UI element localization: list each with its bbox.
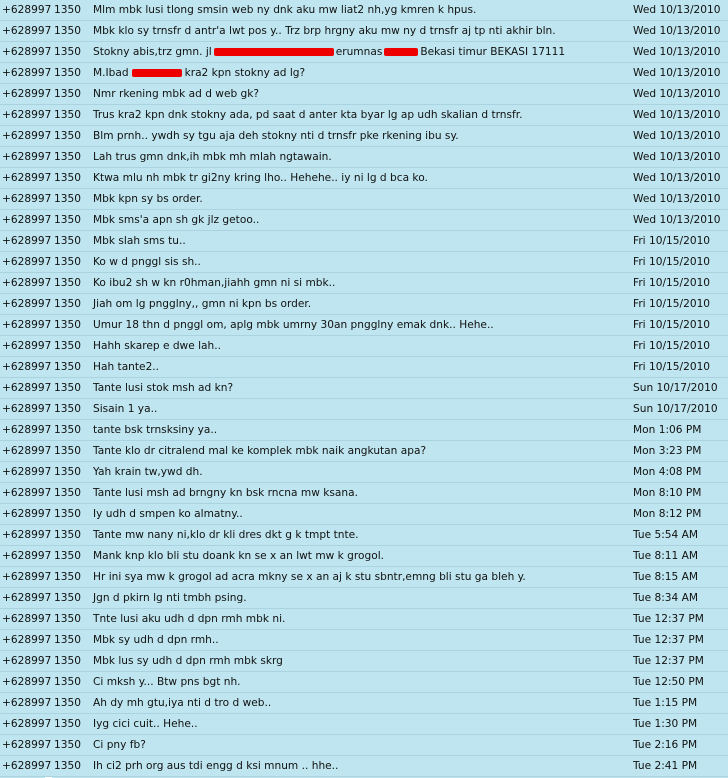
sender-number-suffix: 1350 (54, 277, 81, 289)
sender-number: +628997 (2, 277, 52, 289)
message-text: tante bsk trnsksiny ya.. (93, 424, 218, 436)
message-date: Wed 10/13/2010 (633, 109, 721, 121)
sender-number-suffix: 1350 (54, 319, 81, 331)
message-text: Blm prnh.. ywdh sy tgu aja deh stokny nti d trnsfr pke rkening ibu sy. (93, 130, 459, 142)
message-row[interactable] (0, 294, 728, 315)
message-date: Wed 10/13/2010 (633, 67, 721, 79)
message-text: Mbk sms'a apn sh gk jlz getoo.. (93, 214, 260, 226)
message-row[interactable] (0, 105, 728, 126)
sender-number-suffix: 1350 (54, 214, 81, 226)
message-date: Mon 8:10 PM (633, 487, 702, 499)
sender-number-suffix: 1350 (54, 382, 81, 394)
sender-number-suffix: 1350 (54, 613, 81, 625)
message-date: Fri 10/15/2010 (633, 235, 711, 247)
message-date: Wed 10/13/2010 (633, 46, 721, 58)
sender-number: +628997 (2, 319, 52, 331)
sender-number: +628997 (2, 571, 52, 583)
message-text: Ci pny fb? (93, 739, 146, 751)
sender-number: +628997 (2, 445, 52, 457)
sender-number: +628997 (2, 613, 52, 625)
sender-number-suffix: 1350 (54, 130, 81, 142)
message-row[interactable] (0, 147, 728, 168)
sender-number-suffix: 1350 (54, 445, 81, 457)
sender-number-suffix: 1350 (54, 487, 81, 499)
sender-number-suffix: 1350 (54, 46, 81, 58)
sender-number: +628997 (2, 424, 52, 436)
sender-number-suffix: 1350 (54, 151, 81, 163)
message-row[interactable] (0, 609, 728, 630)
sender-number: +628997 (2, 88, 52, 100)
message-row[interactable] (0, 672, 728, 693)
sender-number: +628997 (2, 529, 52, 541)
message-row[interactable] (0, 588, 728, 609)
message-text: Mbk kpn sy bs order. (93, 193, 203, 205)
message-date: Tue 5:54 AM (633, 529, 699, 541)
message-row[interactable] (0, 231, 728, 252)
message-row[interactable] (0, 84, 728, 105)
message-row[interactable] (0, 252, 728, 273)
message-row[interactable] (0, 0, 728, 21)
message-text: Mbk slah sms tu.. (93, 235, 186, 247)
message-text: Lah trus gmn dnk,ih mbk mh mlah ngtawain. (93, 151, 332, 163)
sender-number-suffix: 1350 (54, 466, 81, 478)
message-row[interactable] (0, 21, 728, 42)
message-date: Mon 3:23 PM (633, 445, 702, 457)
sender-number-suffix: 1350 (54, 676, 81, 688)
message-row[interactable] (0, 126, 728, 147)
message-row[interactable] (0, 357, 728, 378)
sender-number: +628997 (2, 760, 52, 772)
message-row[interactable] (0, 441, 728, 462)
sender-number: +628997 (2, 697, 52, 709)
message-date: Wed 10/13/2010 (633, 25, 721, 37)
message-date: Wed 10/13/2010 (633, 193, 721, 205)
sender-number: +628997 (2, 256, 52, 268)
redaction-mark (384, 48, 418, 56)
sender-number-suffix: 1350 (54, 529, 81, 541)
message-date: Tue 8:34 AM (633, 592, 699, 604)
sender-number: +628997 (2, 235, 52, 247)
message-date: Wed 10/13/2010 (633, 130, 721, 142)
message-date: Tue 12:50 PM (633, 676, 704, 688)
message-text: Ih ci2 prh org aus tdi engg d ksi mnum .. hhe.. (93, 760, 339, 772)
sender-number: +628997 (2, 508, 52, 520)
sender-number-suffix: 1350 (54, 592, 81, 604)
sender-number-suffix: 1350 (54, 4, 81, 16)
message-text (93, 42, 623, 62)
message-text: Ah dy mh gtu,iya nti d tro d web.. (93, 697, 272, 709)
message-row[interactable] (0, 189, 728, 210)
message-text (93, 63, 623, 83)
sender-number: +628997 (2, 172, 52, 184)
message-text: Mbk sy udh d dpn rmh.. (93, 634, 219, 646)
message-row[interactable] (0, 462, 728, 483)
sender-number: +628997 (2, 466, 52, 478)
message-date: Fri 10/15/2010 (633, 277, 711, 289)
sender-number-suffix: 1350 (54, 88, 81, 100)
sender-number: +628997 (2, 676, 52, 688)
message-date: Fri 10/15/2010 (633, 361, 711, 373)
message-text: Ktwa mlu nh mbk tr gi2ny kring lho.. Hehehe.. iy ni lg d bca ko. (93, 172, 428, 184)
message-date: Sun 10/17/2010 (633, 382, 718, 394)
message-row[interactable] (0, 42, 728, 63)
message-date: Wed 10/13/2010 (633, 88, 721, 100)
message-row[interactable] (0, 210, 728, 231)
message-row[interactable] (0, 315, 728, 336)
message-text: Iyg cici cuit.. Hehe.. (93, 718, 198, 730)
message-date: Tue 1:30 PM (633, 718, 698, 730)
redaction-mark (132, 69, 182, 77)
message-row[interactable] (0, 399, 728, 420)
message-text-part: kra2 kpn stokny ad lg? (184, 67, 306, 79)
message-row[interactable] (0, 567, 728, 588)
message-row[interactable] (0, 504, 728, 525)
message-text: Ko w d pnggl sis sh.. (93, 256, 201, 268)
message-text: Sisain 1 ya.. (93, 403, 158, 415)
message-text: Iy udh d smpen ko almatny.. (93, 508, 243, 520)
message-date: Tue 2:16 PM (633, 739, 698, 751)
message-text: Jiah om lg pngglny,, gmn ni kpn bs order. (93, 298, 312, 310)
sender-number: +628997 (2, 403, 52, 415)
sender-number-suffix: 1350 (54, 235, 81, 247)
message-text: Mbk lus sy udh d dpn rmh mbk skrg (93, 655, 283, 667)
message-text: Mank knp klo bli stu doank kn se x an lwt mw k grogol. (93, 550, 385, 562)
message-date: Tue 8:11 AM (633, 550, 699, 562)
message-date: Fri 10/15/2010 (633, 256, 711, 268)
message-date: Tue 1:15 PM (633, 697, 698, 709)
sender-number: +628997 (2, 340, 52, 352)
message-text-part: M.Ibad (93, 67, 129, 79)
sender-number: +628997 (2, 739, 52, 751)
sender-number: +628997 (2, 214, 52, 226)
sender-number-suffix: 1350 (54, 760, 81, 772)
sender-number: +628997 (2, 193, 52, 205)
sender-number: +628997 (2, 298, 52, 310)
sender-number: +628997 (2, 382, 52, 394)
message-row[interactable] (0, 756, 728, 777)
message-row[interactable] (0, 273, 728, 294)
message-row[interactable] (0, 714, 728, 735)
message-date: Tue 2:41 PM (633, 760, 698, 772)
sender-number-suffix: 1350 (54, 655, 81, 667)
sender-number-suffix: 1350 (54, 256, 81, 268)
message-row[interactable] (0, 378, 728, 399)
sender-number: +628997 (2, 67, 52, 79)
message-text: Mlm mbk lusi tlong smsin web ny dnk aku mw liat2 nh,yg kmren k hpus. (93, 4, 477, 16)
message-row[interactable] (0, 651, 728, 672)
message-row[interactable] (0, 630, 728, 651)
message-text: Hr ini sya mw k grogol ad acra mkny se x an aj k stu sbntr,emng bli stu ga bleh y. (93, 571, 526, 583)
message-row[interactable] (0, 63, 728, 84)
message-row[interactable] (0, 525, 728, 546)
message-text: Jgn d pkirn lg nti tmbh psing. (93, 592, 247, 604)
sender-number: +628997 (2, 634, 52, 646)
message-date: Tue 12:37 PM (633, 613, 704, 625)
sender-number-suffix: 1350 (54, 508, 81, 520)
message-date: Wed 10/13/2010 (633, 4, 721, 16)
sender-number-suffix: 1350 (54, 550, 81, 562)
message-date: Tue 12:37 PM (633, 634, 704, 646)
message-date: Fri 10/15/2010 (633, 298, 711, 310)
sender-number: +628997 (2, 655, 52, 667)
sender-number-suffix: 1350 (54, 739, 81, 751)
message-text: Hahh skarep e dwe lah.. (93, 340, 221, 352)
message-text: Yah krain tw,ywd dh. (93, 466, 203, 478)
sender-number-suffix: 1350 (54, 109, 81, 121)
message-row[interactable] (0, 168, 728, 189)
sender-number: +628997 (2, 718, 52, 730)
message-text: Tante lusi stok msh ad kn? (93, 382, 234, 394)
message-text: Umur 18 thn d pnggl om, aplg mbk umrny 30an pngglny emak dnk.. Hehe.. (93, 319, 494, 331)
message-date: Wed 10/13/2010 (633, 172, 721, 184)
message-text: Tante lusi msh ad brngny kn bsk rncna mw ksana. (93, 487, 358, 499)
sender-number-suffix: 1350 (54, 25, 81, 37)
sender-number-suffix: 1350 (54, 361, 81, 373)
sender-number: +628997 (2, 361, 52, 373)
sender-number-suffix: 1350 (54, 172, 81, 184)
message-date: Fri 10/15/2010 (633, 340, 711, 352)
message-date: Wed 10/13/2010 (633, 214, 721, 226)
message-row[interactable] (0, 420, 728, 441)
message-text-part: Stokny abis,trz gmn. jl (93, 46, 212, 58)
sender-number: +628997 (2, 4, 52, 16)
message-date: Fri 10/15/2010 (633, 319, 711, 331)
message-row[interactable] (0, 546, 728, 567)
sender-number: +628997 (2, 46, 52, 58)
message-row[interactable] (0, 336, 728, 357)
message-date: Tue 12:37 PM (633, 655, 704, 667)
sender-number-suffix: 1350 (54, 571, 81, 583)
sender-number-suffix: 1350 (54, 697, 81, 709)
sender-number-suffix: 1350 (54, 67, 81, 79)
sender-number: +628997 (2, 487, 52, 499)
sender-number-suffix: 1350 (54, 634, 81, 646)
sender-number-suffix: 1350 (54, 718, 81, 730)
sender-number-suffix: 1350 (54, 298, 81, 310)
redaction-mark (214, 48, 334, 56)
message-text-part: erumnas (335, 46, 383, 58)
message-text: Ci mksh y... Btw pns bgt nh. (93, 676, 241, 688)
message-date: Mon 1:06 PM (633, 424, 702, 436)
message-text: Hah tante2.. (93, 361, 160, 373)
sender-number: +628997 (2, 25, 52, 37)
sender-number: +628997 (2, 109, 52, 121)
sender-number-suffix: 1350 (54, 340, 81, 352)
message-date: Sun 10/17/2010 (633, 403, 718, 415)
message-text: Mbk klo sy trnsfr d antr'a lwt pos y.. Trz brp hrgny aku mw ny d trnsfr aj tp nti akhir bln. (93, 25, 556, 37)
message-text: Tante mw nany ni,klo dr kli dres dkt g k tmpt tnte. (93, 529, 359, 541)
sender-number: +628997 (2, 151, 52, 163)
message-text: Tnte lusi aku udh d dpn rmh mbk ni. (93, 613, 286, 625)
sender-number-suffix: 1350 (54, 193, 81, 205)
message-text: Trus kra2 kpn dnk stokny ada, pd saat d anter kta byar lg ap udh skalian d trnsfr. (93, 109, 523, 121)
message-text: Nmr rkening mbk ad d web gk? (93, 88, 260, 100)
message-date: Mon 8:12 PM (633, 508, 702, 520)
message-text: Tante klo dr citralend mal ke komplek mbk naik angkutan apa? (93, 445, 427, 457)
message-text-part: Bekasi timur BEKASI 17111 (420, 46, 566, 58)
sender-number-suffix: 1350 (54, 403, 81, 415)
message-row[interactable] (0, 483, 728, 504)
sender-number: +628997 (2, 592, 52, 604)
sender-number: +628997 (2, 550, 52, 562)
sender-number: +628997 (2, 130, 52, 142)
message-date: Mon 4:08 PM (633, 466, 702, 478)
message-text: Ko ibu2 sh w kn r0hman,jiahh gmn ni si mbk.. (93, 277, 336, 289)
message-row[interactable] (0, 693, 728, 714)
sender-number-suffix: 1350 (54, 424, 81, 436)
message-row[interactable] (0, 735, 728, 756)
message-date: Wed 10/13/2010 (633, 151, 721, 163)
message-date: Tue 8:15 AM (633, 571, 699, 583)
